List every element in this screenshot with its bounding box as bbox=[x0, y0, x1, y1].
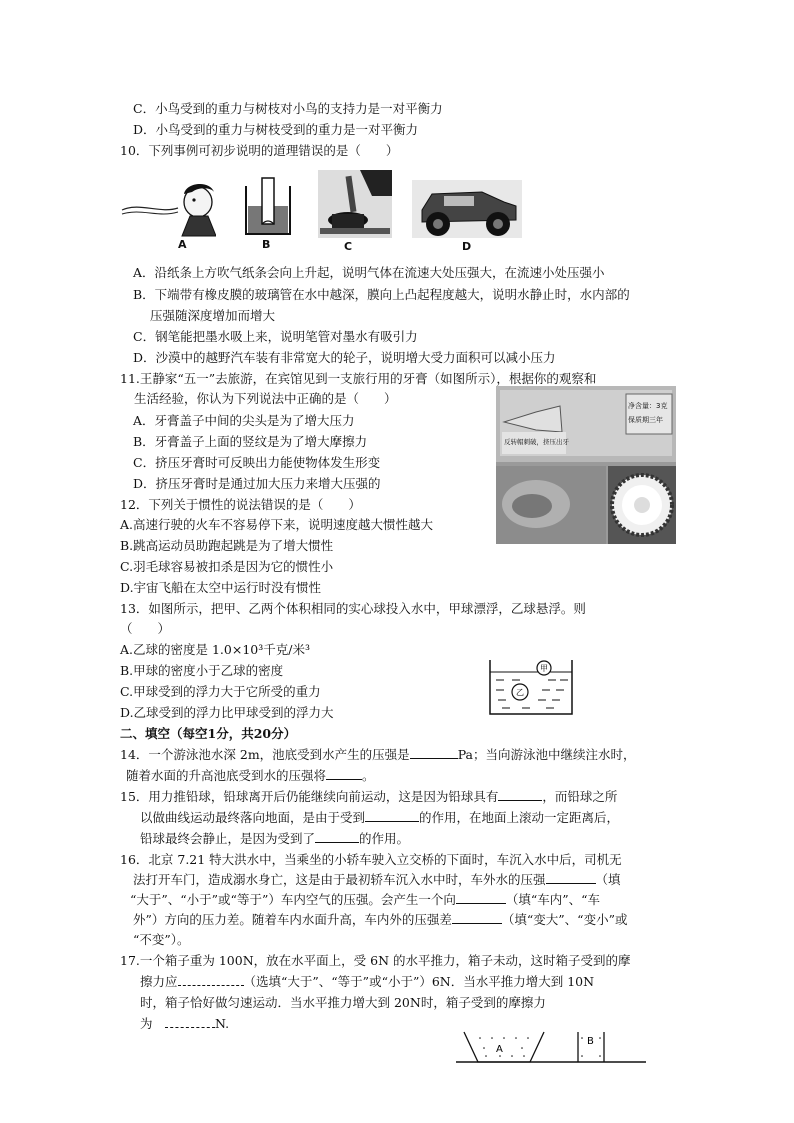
q16-line4: 外”）方向的压力差。随着车内水面升高，车内外的压强差 （填“变大”、“变小”或 bbox=[133, 912, 628, 927]
q16-blank-2[interactable] bbox=[456, 891, 506, 904]
q10-option-a: A．沿纸条上方吹气纸条会向上升起，说明气体在流速大处压强大，在流速小处压强小 bbox=[133, 265, 605, 280]
toothpaste-photo bbox=[496, 386, 676, 544]
q11-option-b: B．牙膏盖子上面的竖纹是为了增大摩擦力 bbox=[133, 434, 368, 449]
q16-line1: 16．北京 7.21 特大洪水中，当乘坐的小轿车驶入立交桥的下面时，车沉入水中后，司机无 bbox=[120, 852, 622, 867]
q17-blank-1[interactable] bbox=[178, 973, 244, 986]
q15-blank-3[interactable] bbox=[315, 830, 359, 843]
section-2-heading: 二、填空（每空1分，共20分） bbox=[120, 726, 297, 741]
q13-option-b: B.甲球的密度小于乙球的密度 bbox=[120, 663, 284, 678]
q16-blank-3[interactable] bbox=[452, 911, 502, 924]
toothpaste-net-content: 净含量：3克 bbox=[628, 402, 668, 410]
q11-option-c: C．挤压牙膏时可反映出力能使物体发生形变 bbox=[133, 455, 381, 470]
ball-yi-label: 乙 bbox=[516, 688, 524, 697]
q10-option-b-line2: 压强随深度增加而增大 bbox=[150, 308, 276, 323]
q13-option-a: A.乙球的密度是 1.0×10³千克/米³ bbox=[120, 642, 310, 657]
toothpaste-instruction: 反转帽刺破，挤压出牙 bbox=[504, 438, 569, 446]
q10-option-c: C．钢笔能把墨水吸上来，说明笔管对墨水有吸引力 bbox=[133, 329, 418, 344]
q16-line2: 法打开车门，造成溺水身亡，这是由于最初轿车沉入水中时，车外水的压强 （填 bbox=[133, 872, 621, 887]
q17-line1: 17.一个箱子重为 100N，放在水平面上，受 6N 的水平推力，箱子未动，这时箱子受到的摩 bbox=[120, 953, 631, 968]
q15-line2: 以做曲线运动最终落向地面，是由于受到 的作用，在地面上滚动一定距离后， bbox=[140, 810, 620, 825]
q10-figure-label-b: B bbox=[262, 238, 271, 251]
container-a-label: A bbox=[496, 1044, 503, 1055]
q10-stem: 10．下列事例可初步说明的道理错误的是（ ） bbox=[120, 143, 399, 158]
offroad-vehicle-figure bbox=[412, 180, 522, 238]
q15-line3: 铅球最终会静止，是因为受到了 的作用。 bbox=[140, 831, 410, 846]
q15-blank-1[interactable] bbox=[498, 788, 542, 801]
q12-option-b: B.跳高运动员助跑起跳是为了增大惯性 bbox=[120, 538, 334, 553]
q12-option-c: C.羽毛球容易被扣杀是因为它的惯性小 bbox=[120, 559, 334, 574]
q10-option-b-line1: B．下端带有橡皮膜的玻璃管在水中越深，膜向上凸起程度越大，说明水静止时，水内部的 bbox=[133, 287, 630, 302]
ball-jia-label: 甲 bbox=[540, 664, 548, 673]
q17-line3: 时，箱子恰好做匀速运动．当水平推力增大到 20N时，箱子受到的摩擦力 bbox=[140, 995, 546, 1010]
q14-blank-2[interactable] bbox=[326, 767, 362, 780]
pen-ink-figure bbox=[318, 170, 392, 238]
q13-option-c: C.甲球受到的浮力大于它所受的重力 bbox=[120, 684, 321, 699]
toothpaste-shelf-life: 保质期三年 bbox=[628, 416, 663, 424]
q17-blank-2[interactable] bbox=[165, 1015, 215, 1028]
q11-option-d: D．挤压牙膏时是通过加大压力来增大压强的 bbox=[133, 476, 381, 491]
containers-ab-figure bbox=[456, 1030, 650, 1064]
q11-stem-line2: 生活经验，你认为下列说法中正确的是（ ） bbox=[134, 391, 397, 406]
q15-blank-2[interactable] bbox=[365, 809, 419, 822]
q11-option-a: A．牙膏盖子中间的尖头是为了增大压力 bbox=[133, 413, 355, 428]
q14-blank-1[interactable] bbox=[410, 746, 458, 759]
q10-figure-label-a: A bbox=[178, 238, 187, 251]
q10-option-d: D．沙漠中的越野汽车装有非常宽大的轮子，说明增大受力面积可以减小压力 bbox=[133, 350, 556, 365]
q16-blank-1[interactable] bbox=[546, 871, 596, 884]
q13-stem-line1: 13．如图所示，把甲、乙两个体积相同的实心球投入水中，甲球漂浮，乙球悬浮。则 bbox=[120, 601, 586, 616]
q10-figure-label-d: D bbox=[462, 240, 472, 253]
q16-line3: “大于”、“小于”或“等于”）车内空气的压强。会产生一个向 （填“车内”、“车 bbox=[130, 892, 601, 907]
q9-option-c: C．小鸟受到的重力与树枝对小鸟的支持力是一对平衡力 bbox=[133, 101, 443, 116]
q14-line1: 14．一个游泳池水深 2m，池底受到水产生的压强是 Pa；当向游泳池中继续注水时， bbox=[120, 747, 636, 762]
q10-figure-label-c: C bbox=[344, 240, 353, 253]
q12-option-a: A.高速行驶的火车不容易停下来，说明速度越大惯性越大 bbox=[120, 517, 434, 532]
q13-stem-line2: （ ） bbox=[120, 621, 171, 636]
q11-stem-line1: 11.王静家“五一”去旅游，在宾馆见到一支旅行用的牙膏（如图所示），根据你的观察和 bbox=[120, 371, 597, 386]
container-b-label: B bbox=[587, 1036, 594, 1047]
q16-line5: “不变”）。 bbox=[133, 932, 190, 947]
q15-line1: 15．用力推铅球，铅球离开后仍能继续向前运动，这是因为铅球具有 ，而铅球之所 bbox=[120, 789, 618, 804]
q17-line2: 擦力应 （选填“大于”、“等于”或“小于”）6N．当水平推力增大到 10N bbox=[140, 974, 595, 989]
q12-option-d: D.宇宙飞船在太空中运行时没有惯性 bbox=[120, 580, 322, 595]
q13-option-d: D.乙球受到的浮力比甲球受到的浮力大 bbox=[120, 705, 334, 720]
q17-line4: 为 N. bbox=[140, 1016, 230, 1031]
boy-blowing-paper-figure bbox=[120, 178, 216, 238]
q12-stem: 12．下列关于惯性的说法错误的是（ ） bbox=[120, 497, 361, 512]
floating-balls-figure bbox=[486, 656, 576, 718]
q9-option-d: D．小鸟受到的重力与树枝受到的重力是一对平衡力 bbox=[133, 122, 419, 137]
q14-line2: 随着水面的升高池底受到水的压强将 。 bbox=[126, 768, 375, 783]
beaker-tube-figure bbox=[242, 176, 294, 238]
